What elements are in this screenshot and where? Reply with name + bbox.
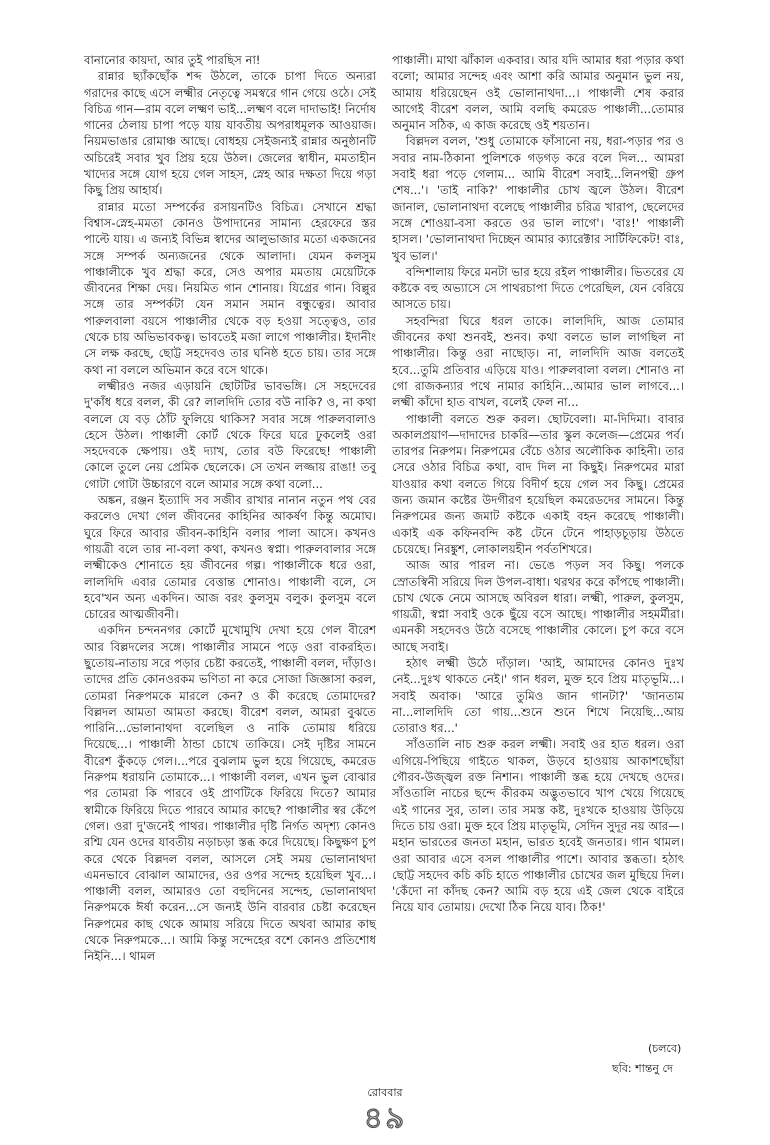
to-be-continued-note: (চলবে) (648, 1042, 682, 1055)
body-paragraph: পাঞ্চালী। মাথা ঝাঁকাল একবার। আর যদি আমার ধরা পড়ার কথা বলো; আমার সন্দেহ এবং আশা করি আমার অনুমান ভুল নয়, আমায় ধরিয়েছেন ওই ভোলানাথদা...। পাঞ্চালী শেষ করার আগেই বীরেশ বলল, আমি বলছি কমরেড পাঞ্চালী...তোমার অনুমান সঠিক, এ কাজ করেছে ওই শয়তান। (392, 53, 684, 133)
body-paragraph: বন্দিশালায় ফিরে মনটা ভার হয়ে রইল পাঞ্চালীর। ভিতরের যে কষ্টকে বহু অভ্যাসে সে পাথরচাপা দিতে পেরেছিল, যেন বেরিয়ে আসতে চায়। (392, 264, 684, 312)
body-paragraph: সাঁওতালি নাচ শুরু করল লক্ষ্মী। সবাই ওর হাত ধরল। ওরা এগিয়ে-পিছিয়ে গাইতে থাকল, উড়বে হাওয়ায় আকাশছোঁয়া গৌরব-উজ্জ্বল রক্ত নিশান। পাঞ্চালী স্তব্ধ হয়ে দেখছে ওদের। সাঁওতালি নাচের ছন্দে কীরকম অদ্ভুতভাবে খাপ খেয়ে গিয়েছে এই গানের সুর, তাল। তার সমস্ত কষ্ট, দুঃখকে হাওয়ায় উড়িয়ে দিতে চায় ওরা। মুক্ত হবে প্রিয় মাতৃভূমি, সেদিন সুদূর নয় আর—। মহান ভারতের জনতা মহান, ভারত হবেই জনতার। গান থামল। ওরা আবার এসে বসল পাঞ্চালীর পাশে। আবার স্তব্ধতা। হঠাৎ ছোট্ট সহদেব কচি কচি হাতে পাঞ্চালীর চোখের জল মুছিয়ে দিল। 'কেঁদো না কাঁদছ কেন? আমি বড় হয়ে এই জেল থেকে বাইরে নিয়ে যাব তোমায়। দেখো ঠিক নিয়ে যাব। ঠিক!' (392, 737, 684, 915)
body-paragraph: আজ আর পারল না। ভেঙে পড়ল সব কিছু। পলকে স্রোতস্বিনী সরিয়ে দিল উপল-বাধা। থরথর করে কাঁপছে পাঞ্চালী। চোখ থেকে নেমে আসছে অবিরল ধারা। লক্ষ্মী, পারুল, কুলসুম, গায়ত্রী, স্বপ্না সবাই ওকে ছুঁয়ে বসে আছে। পাঞ্চালীর সহমর্মীরা। এমনকী সহদেবও উঠে বসেছে পাঞ্চালীর কোলে। চুপ করে বসে আছে সবাই। (392, 558, 684, 654)
body-paragraph: বানানোর কায়দা, আর তুই পারছিস না! (84, 53, 261, 67)
right-text-column (392, 52, 684, 916)
body-paragraph: পাঞ্চালী বলতে শুরু করল। ছোটবেলা। মা-দিদিমা। বাবার অকালপ্রয়াণ—দাদাদের চাকরি—তার স্কুল কলেজ—প্রেমের পর্ব। তারপর নিরুপম। নিরুপমের বেঁচে ওঠার অলৌকিক কাহিনী। তার সেরে ওঠার বিচিত্র কথা, বাদ দিল না কিছুই। নিরুপমের মারা যাওয়ার কথা বলতে গিয়ে বিদীর্ণ হয়ে গেল সব কিছু। প্রেমের জন্য জমান কষ্টের উদগীরণ হয়েছিল কমরেডদের সামনে। কিন্তু নিরুপমের জন্য জমাট কষ্টকে একাই বহন করেছে পাঞ্চালী। একাই এক কফিনবন্দি কষ্ট টেনে টেনে পাহাড়চূড়ায় উঠতে চেয়েছে। নিরঙ্কুশ, লোকালয়হীন পর্বতশিখরে। (392, 411, 684, 556)
page-number: ৪৯ (363, 1101, 407, 1136)
body-paragraph: একদিন চন্দননগর কোর্টে মুখোমুখি দেখা হয়ে গেল বীরেশ আর বিল্লদলের সঙ্গে। পাঞ্চালীর সামনে পড়ে ওরা বাকরহিত। ছুতোয়-নাতায় সরে পড়ার চেষ্টা করতেই, পাঞ্চালী বলল, দাঁড়াও। তাদের প্রতি কোনওরকম ভণিতা না করে সোজা জিজ্ঞাসা করল, তোমরা নিরুপমকে মারলে কেন? ও কী করেছে তোমাদের? বিল্লদল আমতা আমতা করছে। বীরেশ বলল, আমরা বুঝতে পারিনি...ভোলানাথদা বলেছিল ও নাকি তোমায় ধরিয়ে দিয়েছে...। পাঞ্চালী ঠান্ডা চোখে তাকিয়ে। সেই দৃষ্টির সামনে বীরেশ কুঁকড়ে গেল।...পরে বুঝলাম ভুল হয়ে গিয়েছে, কমরেড নিরুপম ধরায়নি তোমাকে...। পাঞ্চালী বলল, এখন ভুল বোঝার পর তোমরা কি পারবে ওই প্রাণটিকে ফিরিয়ে দিতে? আমার স্বামীকে ফিরিয়ে দিতে পারবে আমার কাছে? পাঞ্চালীর স্বর কেঁপে গেল। ওরা দু'জনেই পাথর। পাঞ্চালীর দৃষ্টি নির্গত অদৃশ্য কোনও রশ্মি যেন ওদের যাবতীয় নড়াচড়া স্তব্ধ করে দিয়েছে। কিছুক্ষণ চুপ করে থেকে বিল্লদল বলল, আসলে সেই সময় ভোলানাথদা এমনভাবে বোঝাল আমাদের, ওর ওপর সন্দেহ হয়েছিল খুব...। পাঞ্চালী বলল, আমারও তো বহুদিনের সন্দেহ, ভোলানাথদা নিরুপমকে ঈর্ষা করেন...সে জন্যই উনি বারবার চেষ্টা করেছেন নিরুপমের কাছ থেকে আমায় সরিয়ে দিতে অথবা আমার কাছ থেকে নিরুপমকে...। আমি কিন্তু সন্দেহের বশে কোনও প্রতিশোধ নিইনি...। থামল (84, 623, 376, 964)
body-paragraph: বিল্লদল বলল, 'শুধু তোমাকে ফাঁসানো নয়, ধরা-পড়ার পর ও সবার নাম-ঠিকানা পুলিশকে গড়গড় করে বলে দিল... আমরা সবাই ধরা পড়ে গেলাম... আমি বীরেশ সবাই...লিনপন্থী গ্রুপ শেষ...'। 'তাই নাকি?' পাঞ্চালীর চোখ জ্বলে উঠল। বীরেশ জানাল, ভোলানাথদা বলেছে পাঞ্চালীর চরিত্র খারাপ, ছেলেদের সঙ্গে শোওয়া-বসা করতে ওর ভাল লাগে'। 'বাঃ!' পাঞ্চালী হাসল। 'ভোলানাথদা দিচ্ছেন আমার ক্যারেক্টার সার্টিফিকেট! বাঃ, খুব ভাল।' (392, 134, 684, 263)
body-paragraph: রান্নার মতো সম্পর্কের রসায়নটিও বিচিত্র। সেখানে শ্রদ্ধা বিশ্বাস-স্নেহ-মমতা কোনও উপাদানের সামান্য হেরফেরে স্তর পাল্টে যায়। এ জন্যই বিভিন্ন স্বাদের আলুভাজার মতো একজনের সঙ্গে সম্পর্ক অন্যজনের থেকে আলাদা। যেমন কলসুম পাঞ্চালীকে খুব শ্রদ্ধা করে, সেও অপার মমতায় মেয়েটিকে জীবনের শিক্ষা দেয়। নিয়মিত গান শোনায়। যিগ্রের গান। বিল্লুর সঙ্গে তার সম্পর্কটা যেন সমান সমান বন্ধুত্বের। আবার পারুলবালা বয়সে পাঞ্চালীর থেকে বড় হওয়া সত্ত্বেও, তার থেকে চায় অভিভাবকত্ব। ভাবতেই মজা লাগে পাঞ্চালীর। ইদানীং সে লক্ষ করছে, ছোট্ট সহদেবও তার ঘনিষ্ঠ হতে চায়। তার সঙ্গে কথা না বললে অভিমান করে বসে থাকে। (84, 199, 376, 377)
body-paragraph: হঠাৎ লক্ষ্মী উঠে দাঁড়াল। 'আই, আমাদের কোনও দুঃখ নেই...দুঃখ থাকতে নেই।' গান ধরল, মুক্ত হবে প্রিয় মাতৃভূমি...। সবাই অবাক। 'আরে তুমিও জান গানটা?' 'জানতাম না...লালদিদি তো গায়...শুনে শুনে শিখে নিয়েছি...আয় তোরাও ধর...' (392, 655, 684, 736)
body-paragraph: রান্নার ছ্যাঁকছোঁক শব্দ উঠলে, তাকে চাপা দিতে অন্যরা গরাদের কাছে এসে লক্ষ্মীর নেতৃত্বে সমস্বরে গান গেয়ে ওঠে। সেই বিচিত্র গান—রাম বলে লক্ষ্মণ ভাই...লক্ষ্মণ বলে দাদাভাই! নির্দোষ গানের ঠেলায় চাপা পড়ে যায় যাবতীয় অপরাধমূলক আওয়াজ। নিয়মভাঙার রোমাঞ্চ আছে। বোধহয় সেইজন্যই রান্নার অনুষ্ঠানটি অচিরেই সবার খুব প্রিয় হয়ে উঠল। জেলের স্বাধীন, মমতাহীন খাদ্যের সঙ্গে যোগ হয়ে গেল সাহস, স্নেহ আর দক্ষতা দিয়ে গড়া কিছু প্রিয় আহার্য। (84, 69, 376, 198)
illustration-credit: ছবি: শান্তনু দে (612, 1062, 673, 1075)
footer-magazine-name: রোববার (367, 1086, 403, 1099)
body-paragraph: অঙ্কন, রঞ্জন ইত্যাদি সব সজীব রাখার নানান নতুন পথ বের করলেও দেখা গেল জীবনের কাহিনির আকর্ষণ কিন্তু অমোঘ। ঘুরে ফিরে আবার জীবন-কাহিনি বলার পালা আসে। কখনও গায়ত্রী বলে তার না-বলা কথা, কখনও স্বপ্না। পারুলবালার সঙ্গে লক্ষ্মীকেও শোনাতে হয় জীবনের গল্প। পাঞ্চালীকে ধরে ওরা, লালদিদি এবার তোমার বেত্তান্ত শোনাও। পাঞ্চালী বলে, সে হবে'খন অন্য একদিন। আজ বরং কুলসুম বলুক। কুলসুম বলে চোরের আত্মজীবনী। (84, 493, 376, 622)
body-paragraph: লক্ষ্মীরও নজর এড়ায়নি ছোটটির ভাবভঙ্গি। সে সহদেবের দু'কাঁধ ধরে বলল, কী রে? লালদিদি তোর বউ নাকি? ও, না কথা বললে যে বড় ঠোঁট ফুলিয়ে থাকিস? সবার সঙ্গে পারুলবালাও হেসে উঠল। পাঞ্চালী কোর্ট থেকে ফিরে ঘরে ঢুকলেই ওরা সহদেবকে ক্ষেপায়। ওই দ্যাখ, তোর বউ ফিরেছে! পাঞ্চালী কোলে তুলে নেয় প্রেমিক ছেলেকে। সে তখন লজ্জায় রাঙা! তবু গোটা গোটা উচ্চারণে বলে আমার সঙ্গে কথা বলো... (84, 378, 376, 491)
body-paragraph: সহবন্দিরা ঘিরে ধরল তাকে। লালদিদি, আজ তোমার জীবনের কথা শুনবই, শুনব। কথা বলতে ভাল লাগছিল না পাঞ্চালীর। কিন্তু ওরা নাছোড়। না, লালদিদি আজ বলতেই হবে...তুমি প্রতিবার এড়িয়ে যাও। পারুলবালা বলল। শোনাও না গো রাজকন্যার পথে নামার কাহিনি...আমার ভাল লাগবে...। লক্ষ্মী কাঁদো হাত বাখল, বলেই ফেল না... (392, 313, 684, 410)
left-text-column (84, 52, 376, 965)
